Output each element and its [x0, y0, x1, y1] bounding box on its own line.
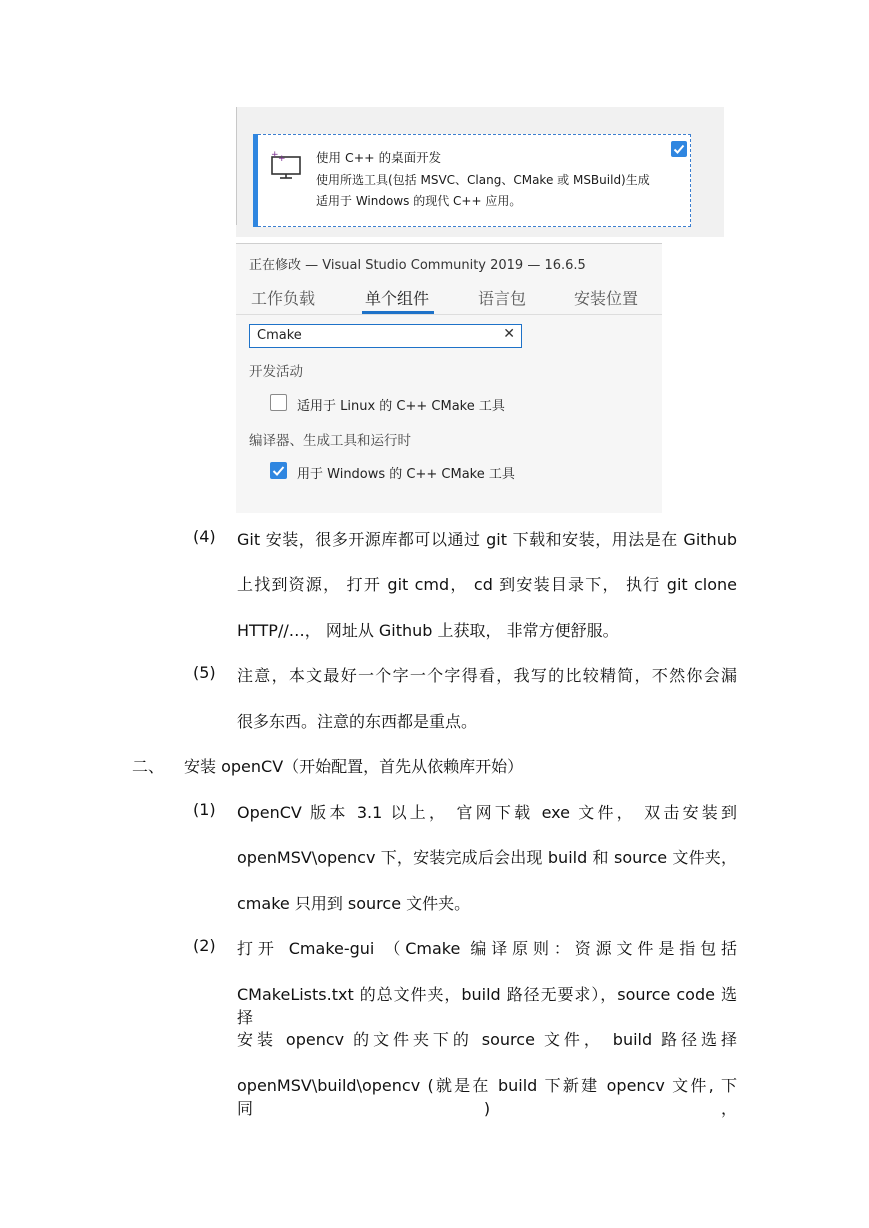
paragraph-line: CMakeLists.txt 的总文件夹，build 路径无要求），source code 选择 — [237, 985, 737, 1027]
workload-title: 使用 C++ 的桌面开发 — [316, 150, 442, 165]
list-number: (2) — [193, 936, 216, 955]
paragraph-line: openMSV\build\opencv (就是在 build 下新建 opencv 文件, 下同)， — [237, 1076, 737, 1118]
tab-individual-components[interactable]: 单个组件 — [365, 289, 430, 308]
list-number: (4) — [193, 527, 216, 546]
desktop-monitor-icon — [270, 148, 304, 180]
tab-language-packs[interactable]: 语言包 — [478, 289, 527, 308]
workload-screenshot — [236, 107, 724, 237]
list-number: (5) — [193, 663, 216, 682]
paragraph-line: OpenCV 版本 3.1 以上， 官网下载 exe 文件， 双击安装到 — [237, 803, 737, 822]
workload-checkbox[interactable] — [671, 141, 687, 157]
checkmark-icon — [671, 141, 687, 157]
paragraph-line: 安装 opencv 的文件夹下的 source 文件， build 路径选择 — [237, 1030, 737, 1049]
installer-title: 正在修改 — Visual Studio Community 2019 — 16.6.5 — [249, 258, 586, 273]
workload-card-cpp-desktop[interactable] — [253, 134, 691, 227]
paragraph-line: HTTP//…， 网址从 Github 上获取， 非常方便舒服。 — [237, 621, 619, 640]
list-number: (1) — [193, 800, 216, 819]
paragraph-line: Git 安装，很多开源库都可以通过 git 下载和安装，用法是在 Github — [237, 530, 737, 549]
component-label-linux-cmake[interactable]: 适用于 Linux 的 C++ CMake 工具 — [297, 399, 505, 414]
paragraph-line: 注意，本文最好一个字一个字得看，我写的比较精简，不然你会漏 — [237, 666, 737, 685]
workload-description-line: 适用于 Windows 的现代 C++ 应用。 — [316, 194, 522, 208]
group-label-compilers: 编译器、生成工具和运行时 — [249, 433, 411, 449]
checkbox-linux-cmake[interactable] — [270, 394, 287, 411]
tab-divider — [236, 314, 662, 315]
group-label-dev-activities: 开发活动 — [249, 364, 303, 380]
paragraph-line: 打开 Cmake-gui （Cmake 编译原则：资源文件是指包括 — [237, 939, 737, 958]
paragraph-line: openMSV\opencv 下，安装完成后会出现 build 和 source 文件夹， — [237, 848, 737, 867]
paragraph-line: cmake 只用到 source 文件夹。 — [237, 894, 471, 913]
paragraph-line: 上找到资源， 打开 git cmd， cd 到安装目录下， 执行 git clone — [237, 575, 737, 594]
search-value: Cmake — [257, 328, 302, 343]
workload-description-line: 使用所选工具(包括 MSVC、Clang、CMake 或 MSBuild)生成 — [316, 173, 650, 187]
section-heading: 安装 openCV（开始配置，首先从依赖库开始） — [184, 757, 524, 776]
paragraph-line: 很多东西。注意的东西都是重点。 — [237, 712, 478, 731]
checkbox-windows-cmake[interactable] — [270, 462, 287, 479]
card-accent-bar — [253, 134, 258, 227]
section-number: 二、 — [132, 757, 165, 776]
close-icon[interactable]: ✕ — [503, 326, 515, 342]
tab-workloads[interactable]: 工作负载 — [251, 289, 316, 308]
checkmark-icon — [270, 462, 287, 479]
search-input[interactable] — [249, 324, 522, 348]
installer-screenshot — [236, 243, 662, 513]
tab-install-locations[interactable]: 安装位置 — [574, 289, 639, 308]
workload-description — [316, 170, 676, 212]
panel-edge — [236, 107, 237, 225]
svg-text:+: + — [278, 154, 286, 164]
component-label-windows-cmake[interactable]: 用于 Windows 的 C++ CMake 工具 — [297, 467, 515, 482]
svg-text:+: + — [271, 150, 279, 160]
